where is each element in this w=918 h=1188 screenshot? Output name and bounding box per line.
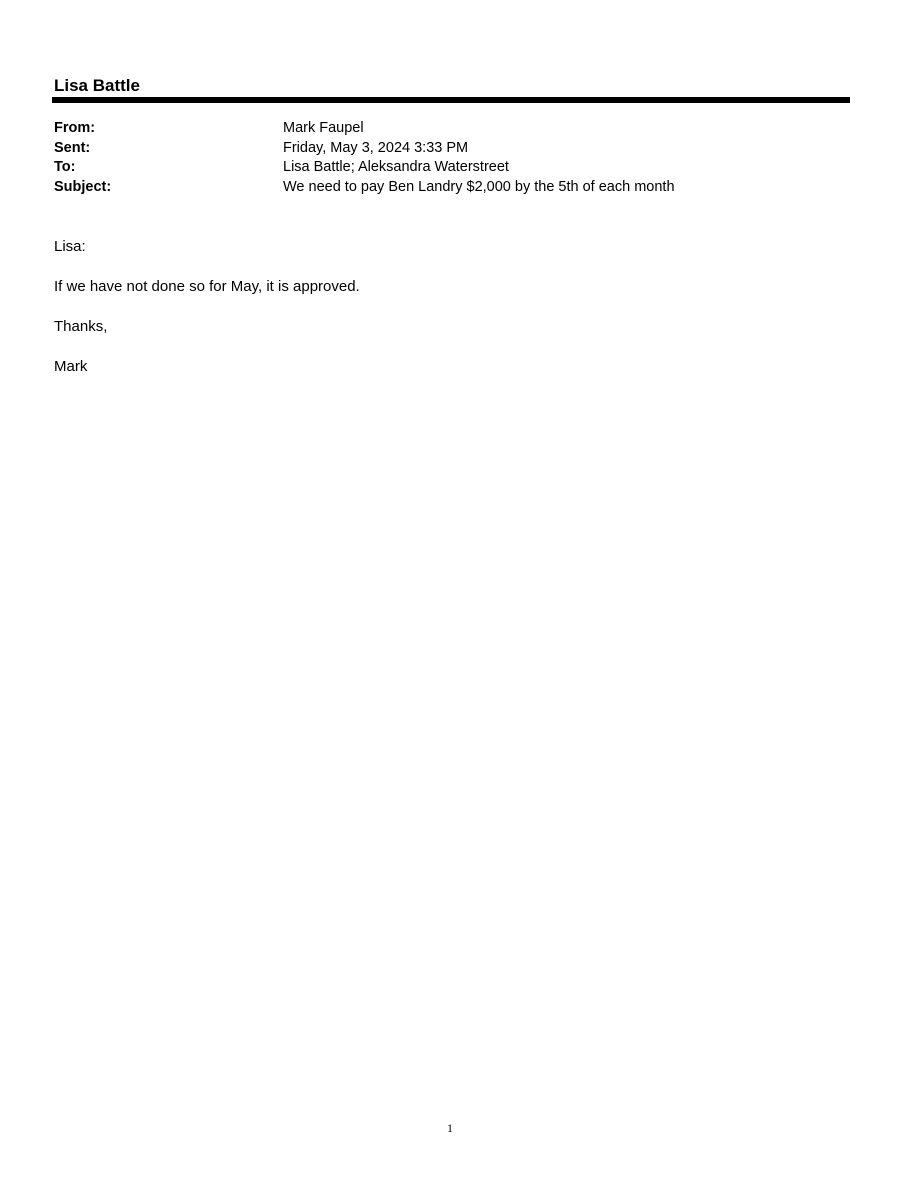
sent-label: Sent:: [54, 139, 91, 156]
from-label: From:: [54, 120, 96, 136]
body-closing: Thanks,: [54, 318, 108, 335]
subject-row: [54, 178, 854, 198]
subject-label: Subject:: [54, 178, 112, 195]
email-header-fields: [54, 119, 854, 197]
from-value: Mark Faupel: [283, 120, 364, 136]
to-row: [54, 158, 854, 178]
from-row: [54, 119, 854, 139]
subject-value: We need to pay Ben Landry $2,000 by the 5th of each month: [283, 178, 675, 195]
sent-row: [54, 139, 854, 159]
body-message: If we have not done so for May, it is approved.: [54, 278, 360, 295]
to-label: To:: [54, 159, 76, 175]
mailbox-owner-name: Lisa Battle: [54, 76, 140, 95]
email-body: [54, 237, 854, 397]
body-greeting: Lisa:: [54, 238, 86, 255]
body-signature: Mark: [54, 358, 88, 375]
to-value: Lisa Battle; Aleksandra Waterstreet: [283, 159, 509, 175]
page-number: 1: [447, 1121, 453, 1135]
header-divider-rule: [52, 97, 850, 103]
sent-value: Friday, May 3, 2024 3:33 PM: [283, 139, 469, 156]
